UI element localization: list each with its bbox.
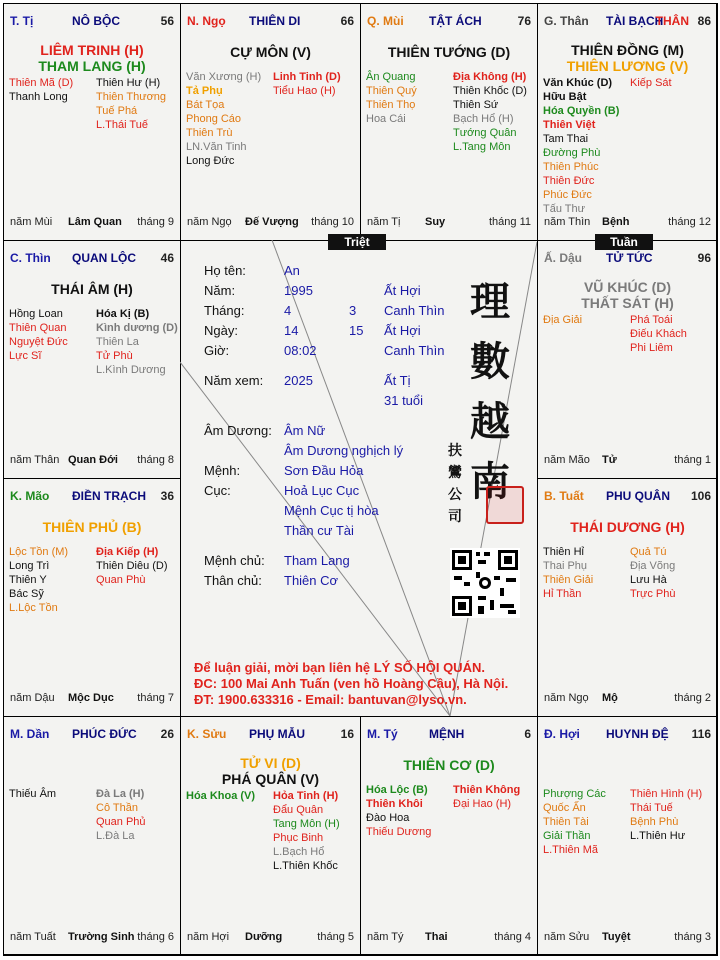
minor-star: L.Bạch Hổ [273,846,325,858]
than-badge: THÂN [655,14,689,28]
value-cuc-1: Hoả Lục Cục [284,483,360,498]
palace-branch: G. Thân [544,14,589,28]
palace-header [10,489,174,505]
palace-header [544,489,711,505]
value-gio-am: Canh Thìn [384,343,445,358]
palace-branch: Ấ. Dậu [544,251,583,265]
palace-age-number: 36 [160,489,174,503]
minor-star: Thiên Y [9,574,47,586]
minor-star: L.Thiên Hư [630,830,686,842]
palace-title: QUAN LỘC [72,251,136,265]
footer-month: tháng 8 [137,454,174,466]
palace-footer [10,931,174,945]
value-gio: 08:02 [284,343,317,358]
value-ngay-am: Ất Hợi [384,323,421,338]
minor-stars-left [9,307,68,363]
footer-month: tháng 9 [137,216,174,228]
minor-stars-right [273,70,341,98]
main-star: PHÁ QUÂN (V) [221,771,320,787]
footer-month: tháng 1 [674,454,711,466]
minor-stars-right [630,313,687,355]
minor-star: Địa Không (H) [453,71,527,83]
palace-title: TẬT ÁCH [429,14,482,28]
footer-year: năm Hợi [187,931,230,943]
minor-star: Thiên La [96,336,139,348]
minor-star: Quan Phủ [96,816,146,828]
minor-stars-right [96,787,146,843]
value-cuc-3: Thần cư Tài [284,523,354,538]
label-than-chu: Thân chủ: [204,573,262,588]
minor-stars-left [543,787,606,857]
minor-star: Thiên Mã (D) [9,77,74,89]
contact-line-3: ĐT: 1900.633316 - Email: bantuvan@lyso.vn. [194,692,467,707]
palace-age-number: 96 [697,251,711,265]
main-star: THIÊN PHỦ (B) [42,519,142,535]
minor-star: Hóa Khoa (V) [186,790,256,802]
minor-star: Hóa Quyền (B) [543,105,620,117]
footer-stage: Bệnh [602,216,630,228]
minor-star: Thiếu Dương [366,826,432,838]
label-am-duong: Âm Dương: [204,423,272,438]
minor-star: Phục Binh [273,832,324,844]
minor-star: Thiếu Âm [9,788,57,800]
minor-star: Hồng Loan [9,308,63,320]
minor-star: Thiên Quan [9,322,67,334]
palace-header [187,727,354,743]
footer-month: tháng 12 [668,216,711,228]
palace-p-mao[interactable] [3,478,181,717]
footer-year: năm Mão [544,454,590,466]
palace-footer [544,216,711,230]
label-menh-chu: Mệnh chủ: [204,553,265,568]
palace-age-number: 6 [524,727,531,741]
label-nam-xem: Năm xem: [204,373,264,388]
footer-stage: Tuyệt [602,931,631,943]
value-am-duong-1: Âm Nữ [284,423,326,438]
palace-title: NÔ BỘC [72,14,120,28]
palace-branch: T. Tị [10,14,34,28]
label-thang: Tháng: [204,303,245,318]
footer-month: tháng 7 [137,692,174,704]
footer-month: tháng 6 [137,931,174,943]
minor-stars-right [630,787,702,843]
minor-star: Phong Cáo [186,113,242,125]
palace-age-number: 56 [160,14,174,28]
palace-p-thin[interactable] [3,240,181,479]
footer-year: năm Mùi [10,216,53,228]
minor-star: Kình dương (D) [96,322,178,334]
minor-star: L.Đà La [96,830,135,842]
contact-line-2: ĐC: 100 Mai Anh Tuấn (ven hồ Hoàng Cầu), Hà Nội. [194,676,509,691]
palace-branch: M. Dần [10,727,50,741]
minor-star: Thiên Quý [366,85,417,97]
footer-year: năm Thân [10,454,60,466]
palace-title: PHỤ MẪU [249,727,305,741]
footer-year: năm Tý [367,931,404,943]
footer-year: năm Dậu [10,692,55,704]
minor-star: Thiên Thọ [366,99,416,111]
palace-branch: Q. Mùi [367,14,404,28]
palace-age-number: 86 [697,14,711,28]
value-nam: 1995 [284,283,313,298]
palace-footer [10,692,174,706]
minor-star: Thiên Giải [543,574,594,586]
minor-star: Đường Phù [543,147,601,159]
palace-age-number: 46 [160,251,174,265]
main-star: VŨ KHÚC (D) [583,279,672,295]
palace-footer [187,216,354,230]
minor-star: Tử Phù [96,350,133,362]
value-nam-xem-am: Ất Tị [384,373,411,388]
palace-footer [544,692,711,706]
palace-p-than[interactable] [537,3,718,241]
main-star: LIÊM TRINH (H) [40,42,144,58]
palace-age-number: 66 [340,14,354,28]
palace-header [544,14,711,30]
value-menh: Sơn Đầu Hỏa [284,463,364,478]
minor-star: Thái Tuế [630,802,673,814]
palace-p-dan[interactable] [3,716,181,956]
palace-header [10,251,174,267]
minor-stars-left [543,76,619,216]
main-star: THÁI DƯƠNG (H) [570,519,685,535]
palace-age-number: 116 [691,727,711,741]
palace-footer [544,931,711,945]
footer-month: tháng 11 [488,216,531,228]
palace-header [367,14,531,30]
label-ho-ten: Họ tên: [204,263,246,278]
minor-star: Bệnh Phù [630,816,679,828]
minor-stars-left [543,545,593,601]
minor-stars-left [9,787,56,801]
palace-header [187,14,354,30]
minor-star: Lực Sĩ [9,350,42,362]
minor-star: Văn Khúc (D) [543,77,613,89]
palace-footer [367,216,531,230]
minor-star: Văn Xương (H) [186,71,262,83]
main-star: THÁI ÂM (H) [51,281,133,297]
footer-year: năm Tị [367,216,401,228]
footer-month: tháng 2 [674,692,711,704]
minor-stars-left [366,783,431,839]
minor-star: Thiên Khôi [366,798,423,810]
value-nam-am: Ất Hợi [384,283,421,298]
minor-star: Tả Phụ [186,85,223,97]
minor-star: L.Thiên Mã [543,844,599,856]
footer-year: năm Sửu [544,931,590,943]
value-nam-xem: 2025 [284,373,313,388]
minor-stars-right [630,545,675,601]
palace-title: PHU QUÂN [606,489,671,503]
palace-footer [367,931,531,945]
minor-star: Thiên Không [453,784,521,796]
minor-star: Cô Thần [96,802,138,814]
minor-stars-left [9,76,73,104]
palace-branch: B. Tuất [544,489,584,503]
minor-star: Địa Kiếp (H) [96,546,159,558]
palace-p-tuat[interactable] [537,478,718,717]
minor-star: Thiên Diêu (D) [96,560,168,572]
main-star: THẤT SÁT (H) [581,295,674,311]
palace-title: PHÚC ĐỨC [72,727,137,741]
minor-star: Ân Quang [366,71,416,83]
minor-stars-right [96,307,178,377]
main-star: THIÊN LƯƠNG (V) [566,58,689,74]
minor-star: Quả Tú [630,546,667,558]
minor-stars-right [96,76,166,132]
label-nam: Năm: [204,283,236,298]
footer-stage: Trường Sinh [68,931,135,943]
minor-star: L.Kình Dương [96,364,166,376]
palace-branch: Đ. Hợi [544,727,580,741]
palace-title: TỬ TỨC [606,251,653,265]
palace-p-hoi[interactable] [537,716,718,956]
minor-star: Thiên Thương [96,91,167,103]
value-ho-ten: An [284,263,300,278]
minor-star: Thiên Hỉ [543,546,584,558]
calligraphy-char-3: 越 [470,398,510,445]
minor-star: Quan Phù [96,574,146,586]
value-than-chu: Thiên Cơ [284,573,339,588]
footer-month: tháng 4 [494,931,531,943]
minor-star: Tiểu Hao (H) [273,85,336,97]
palace-title: TÀI BẠCH [606,14,664,28]
minor-star: Thiên Đức [543,175,595,187]
footer-stage: Dưỡng [245,931,283,943]
value-ngay-am-num: 15 [349,323,364,338]
minor-star: Đà La (H) [96,788,145,800]
minor-star: Kiếp Sát [630,77,672,89]
minor-star: Thanh Long [9,91,68,103]
palace-p-ty2[interactable] [360,716,538,956]
palace-branch: K. Mão [10,489,50,503]
main-star: THAM LANG (H) [38,58,146,74]
minor-star: Tang Môn (H) [273,818,340,830]
calligraphy-side-text: 扶鸞公司 [448,443,462,525]
palace-branch: M. Tý [367,727,398,741]
palace-footer [10,454,174,468]
minor-star: Địa Võng [630,560,676,572]
minor-star: Lộc Tồn (M) [9,546,69,558]
minor-star: Nguyệt Đức [9,336,68,348]
minor-star: Bát Tọa [186,99,225,111]
footer-year: năm Ngọ [544,692,589,704]
value-ngay: 14 [284,323,299,338]
minor-star: LN.Văn Tinh [186,141,247,153]
minor-star: Thiên Sứ [453,99,499,111]
minor-star: Thiên Việt [543,119,596,131]
minor-star: Phá Toái [630,314,673,326]
minor-stars-left [366,70,417,126]
footer-stage: Suy [425,216,446,228]
minor-star: Quốc Ấn [543,802,586,814]
palace-branch: K. Sửu [187,727,227,741]
minor-star: L.Thiên Khốc [273,860,338,872]
minor-star: Trực Phù [630,588,676,600]
palace-age-number: 106 [690,489,711,503]
value-cuc-2: Mệnh Cục tị hòa [284,503,379,518]
minor-star: Bác Sỹ [9,588,44,600]
minor-star: L.Thái Tuế [96,119,148,131]
palace-title: ĐIỀN TRẠCH [72,489,146,503]
main-star: TỬ VI (D) [240,755,301,771]
palace-p-ngo[interactable] [180,3,361,241]
footer-stage: Quan Đới [68,454,118,466]
palace-header [10,14,174,30]
footer-month: tháng 10 [311,216,354,228]
footer-month: tháng 3 [674,931,711,943]
minor-stars-right [96,545,168,587]
value-am-duong-2: Âm Dương nghịch lý [284,443,404,458]
minor-stars-left [186,789,255,803]
minor-star: Thiên Trù [186,127,233,139]
minor-star: Hóa Kị (B) [96,308,150,320]
footer-stage: Mộ [602,692,618,704]
minor-star: L.Lộc Tồn [9,602,58,614]
minor-star: Điếu Khách [630,328,687,340]
qr-code-icon[interactable] [450,548,520,618]
minor-stars-right [453,783,520,811]
palace-footer [544,454,711,468]
triet-tag: Triệt [328,234,386,250]
calligraphy-char-2: 數 [470,338,510,385]
tuan-tag: Tuần [595,234,653,250]
minor-star: Long Trì [9,560,50,572]
value-thang: 4 [284,303,292,318]
palace-age-number: 16 [340,727,354,741]
minor-star: Hỏa Tinh (H) [273,790,339,802]
main-star: THIÊN ĐỒNG (M) [571,42,684,58]
minor-star: Thiên Phúc [543,161,599,173]
minor-star: Hoa Cái [366,113,406,125]
value-thang-am: Canh Thìn [384,303,445,318]
minor-stars-left [543,313,582,327]
footer-stage: Đế Vượng [245,216,299,228]
minor-star: Hữu Bật [543,91,587,103]
palace-header [544,727,711,743]
minor-star: Thiên Khốc (D) [453,85,527,97]
red-seal-icon [486,486,524,524]
palace-title: MỆNH [429,727,465,741]
minor-star: Thiên Hình (H) [630,788,703,800]
minor-star: Thai Phụ [543,560,588,572]
label-ngay: Ngày: [204,323,238,338]
palace-age-number: 26 [160,727,174,741]
palace-header [367,727,531,743]
palace-p-ty[interactable] [3,3,181,241]
footer-month: tháng 5 [317,931,354,943]
minor-star: Bạch Hổ (H) [453,113,514,125]
minor-star: Long Đức [186,155,235,167]
palace-p-suu[interactable] [180,716,361,956]
minor-star: Tướng Quân [453,127,517,139]
palace-footer [187,931,354,945]
label-menh: Mệnh: [204,463,241,478]
palace-title: HUYNH ĐỆ [606,727,669,741]
calligraphy-char-4: 南 [470,458,510,505]
footer-year: năm Ngọ [187,216,232,228]
value-tuoi: 31 tuổi [384,393,424,408]
minor-stars-right [273,789,340,873]
minor-stars-left [186,70,261,168]
palace-header [544,251,711,267]
minor-star: Đại Hao (H) [453,798,512,810]
minor-star: Thiên Hư (H) [96,77,161,89]
palace-branch: N. Ngọ [187,14,226,28]
minor-star: Hóa Lộc (B) [366,784,428,796]
label-cuc: Cục: [204,483,231,498]
minor-star: Giải Thần [543,830,591,842]
minor-star: Hỉ Thần [543,588,582,600]
palace-p-dau[interactable] [537,240,718,479]
minor-star: Linh Tinh (D) [273,71,341,83]
value-thang-am-num: 3 [349,303,357,318]
main-star: THIÊN TƯỚNG (D) [387,44,511,60]
footer-stage: Lâm Quan [68,216,122,228]
value-menh-chu: Tham Lang [284,553,350,568]
minor-star: Phượng Các [543,788,606,800]
minor-star: Phúc Đức [543,189,592,201]
palace-branch: C. Thìn [10,251,51,265]
minor-star: L.Tang Môn [453,141,511,153]
footer-stage: Thai [425,931,448,943]
minor-star: Địa Giải [543,314,583,326]
footer-year: năm Thìn [544,216,591,228]
palace-header [10,727,174,743]
minor-star: Lưu Hà [630,574,667,586]
minor-star: Tam Thai [543,133,589,145]
footer-year: năm Tuất [10,931,56,943]
palace-footer [10,216,174,230]
footer-stage: Tử [602,454,617,466]
minor-star: Thiên Tài [543,816,589,828]
minor-stars-right [453,70,527,154]
main-star: THIÊN CƠ (D) [403,757,495,773]
minor-star: Tuế Phá [96,105,138,117]
contact-line-1: Để luận giải, mời bạn liên hệ LÝ SỐ HỘI QUÁN. [194,660,485,675]
minor-star: Đẩu Quân [273,804,324,816]
minor-stars-right [630,76,672,90]
minor-star: Tấu Thư [543,203,586,215]
palace-title: THIÊN DI [249,14,301,28]
minor-star: Phi Liêm [630,342,673,354]
label-gio: Giờ: [204,343,230,358]
main-star: CỰ MÔN (V) [230,44,311,60]
footer-stage: Mộc Dục [68,692,114,704]
minor-stars-left [9,545,68,615]
calligraphy-char-1: 理 [470,278,510,325]
palace-age-number: 76 [517,14,531,28]
minor-star: Đào Hoa [366,812,410,824]
palace-p-mui[interactable] [360,3,538,241]
